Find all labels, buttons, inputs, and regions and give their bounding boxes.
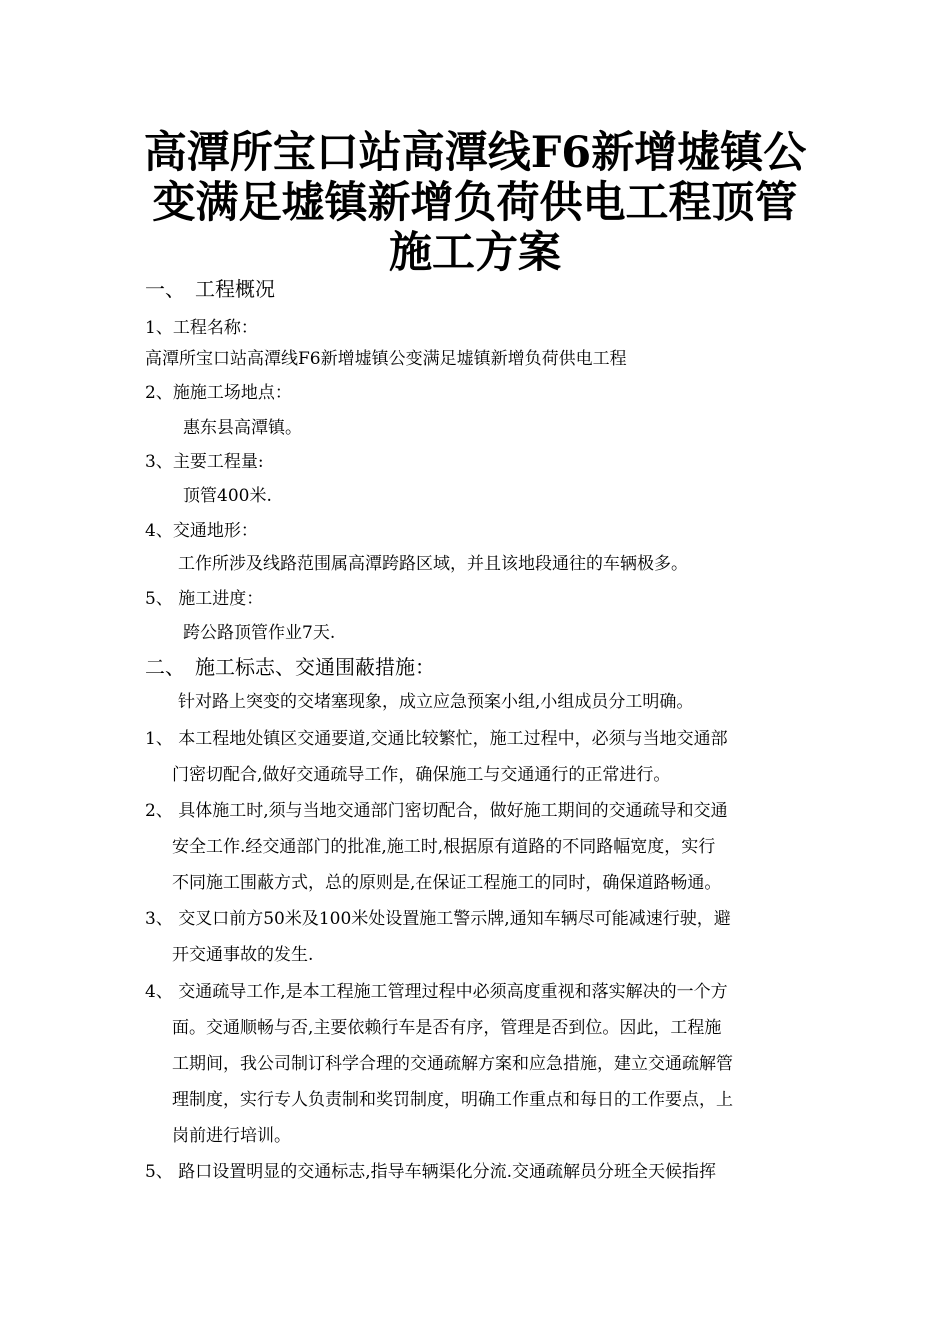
section-2-line: 不同施工围蔽方式，总的原则是,在保证工程施工的同时，确保道路畅通。 — [172, 873, 722, 893]
section-2-line: 5、 路口设置明显的交通标志,指导车辆渠化分流.交通疏解员分班全天候指挥 — [145, 1162, 717, 1182]
section-2-line: 开交通事故的发生. — [172, 945, 314, 965]
section-1-item: 1、工程名称： — [145, 318, 258, 338]
section-1-item: 2、施施工场地点： — [145, 383, 292, 403]
section-2-line: 门密切配合,做好交通疏导工作，确保施工与交通通行的正常进行。 — [172, 765, 671, 785]
section-1-heading: 一、 工程概况 — [145, 277, 275, 301]
section-1-item: 跨公路顶管作业7天. — [183, 623, 336, 643]
section-2-line: 理制度，实行专人负责制和奖罚制度，明确工作重点和每日的工作要点，上 — [172, 1090, 733, 1110]
section-2-line: 安全工作.经交通部门的批准,施工时,根据原有道路的不同路幅宽度，实行 — [172, 837, 716, 857]
section-2-intro: 针对路上突变的交堵塞现象，成立应急预案小组,小组成员分工明确。 — [178, 692, 694, 712]
section-1-item: 高潭所宝口站高潭线F6新增墟镇公变满足墟镇新增负荷供电工程 — [145, 349, 627, 369]
section-1-item: 4、交通地形： — [145, 521, 258, 541]
section-2-line: 1、 本工程地处镇区交通要道,交通比较繁忙，施工过程中，必须与当地交通部 — [145, 729, 728, 749]
section-1-item: 工作所涉及线路范围属高潭跨路区域，并且该地段通往的车辆极多。 — [178, 554, 688, 574]
section-2-line: 面。交通顺畅与否,主要依赖行车是否有序，管理是否到位。因此，工程施 — [172, 1018, 722, 1038]
document-title-line-1: 高潭所宝口站高潭线F6新增墟镇公 — [143, 128, 807, 178]
document-title-line-3: 施工方案 — [389, 228, 561, 278]
section-2-heading: 二、 施工标志、交通围蔽措施： — [145, 655, 435, 679]
section-1-item: 惠东县高潭镇。 — [183, 418, 302, 438]
section-2-line: 工期间，我公司制订科学合理的交通疏解方案和应急措施，建立交通疏解管 — [172, 1054, 733, 1074]
document-title-line-2: 变满足墟镇新增负荷供电工程顶管 — [152, 178, 798, 228]
section-2-line: 3、 交叉口前方50米及100米处设置施工警示牌,通知车辆尽可能减速行驶，避 — [145, 909, 731, 929]
section-2-line: 4、 交通疏导工作,是本工程施工管理过程中必须高度重视和落实解决的一个方 — [145, 982, 728, 1002]
section-2-line: 岗前进行培训。 — [172, 1126, 291, 1146]
section-1-item: 顶管400米. — [183, 486, 272, 506]
section-1-item: 5、 施工进度： — [145, 589, 264, 609]
section-2-line: 2、 具体施工时,须与当地交通部门密切配合，做好施工期间的交通疏导和交通 — [145, 801, 728, 821]
section-1-item: 3、主要工程量: — [145, 452, 264, 472]
